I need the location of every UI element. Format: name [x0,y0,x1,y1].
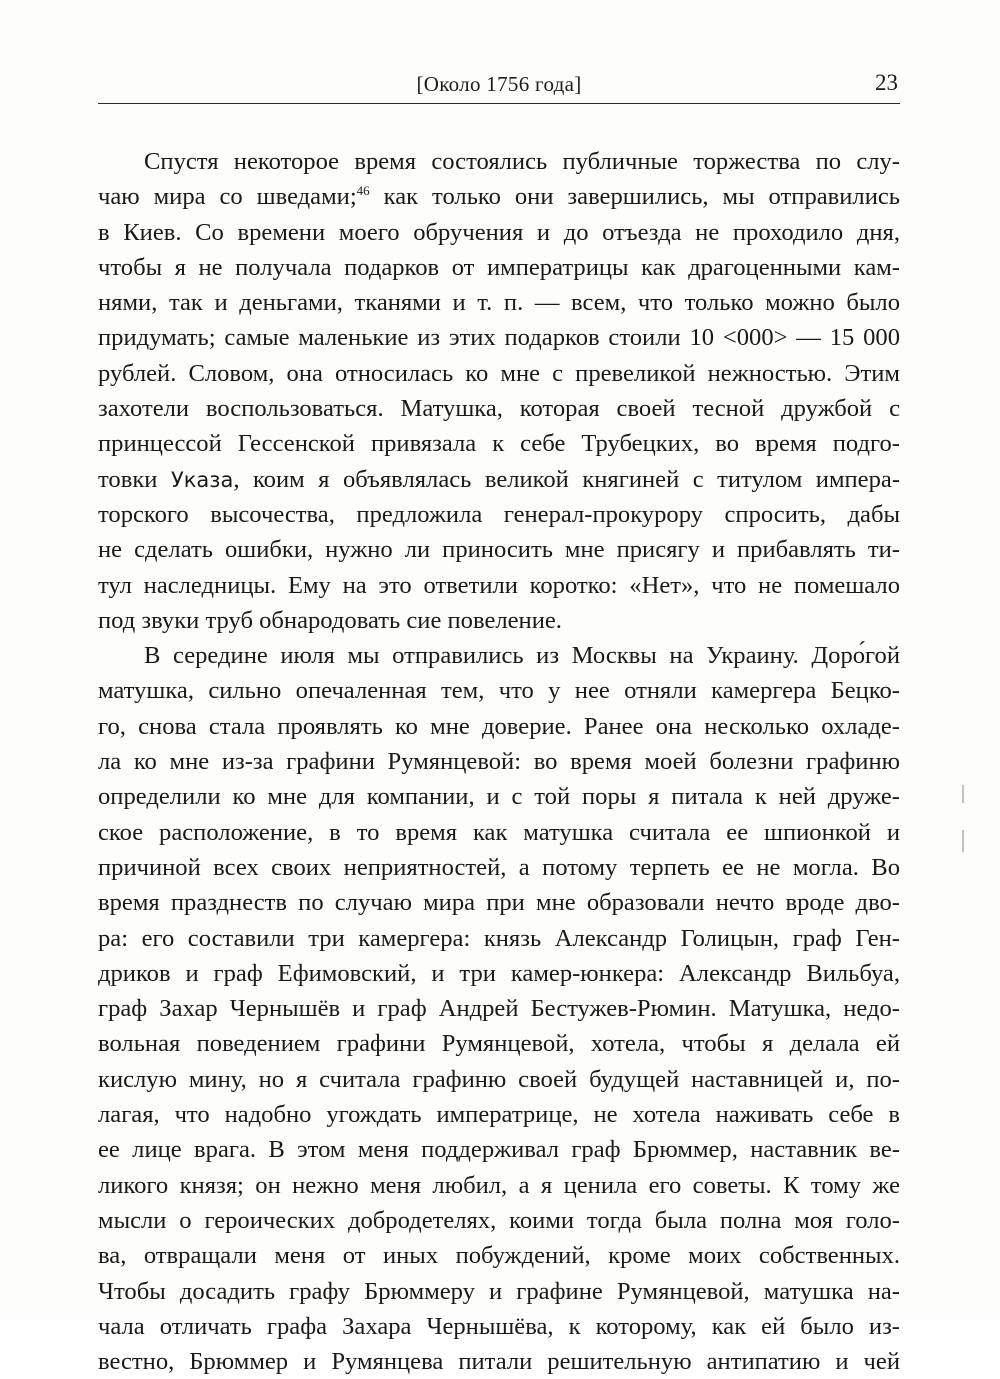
text-line: матушка, сильно опечаленная тем, что у нее отняли камергера Бецко- [98,677,900,705]
text-line: В середине июля мы отправились из Москвы на Украину. Доро́гой [144,642,900,670]
text-line: причиной всех своих неприятностей, а потому терпеть ее не могла. Во [98,853,900,881]
text-line: захотели воспользоваться. Матушка, которая своей тесной дружбой с [98,395,900,423]
text-line: в Киев. Со времени моего обручения и до отъезда не проходило дня, [98,218,900,246]
text-line: граф Захар Чернышёв и граф Андрей Бестужев-Рюмин. Матушка, недо- [98,995,900,1023]
text-line: вестно, Брюммер и Румянцева питали решительную антипатию и чей [98,1348,900,1376]
text-line: мысли о героических добродетелях, коими тогда была полна моя голо- [98,1206,900,1234]
text-line: чтобы я не получала подарков от императрицы как драгоценными кам- [98,253,900,281]
page-number: 23 [875,70,898,95]
scan-edge-mark [962,785,964,803]
text-line: Спустя некоторое время состоялись публичные торжества по слу- [144,148,900,175]
text-line: лагая, что надобно угождать императрице, не хотела наживать себе в [98,1101,900,1129]
text-line: кислую мину, но я считала графиню своей будущей наставницей и, по- [98,1065,900,1093]
text-line: чаю мира со шведами;$^{46}$ как только они завершились, мы отправились [98,183,900,211]
text-line: товки Указа, коим я объявлялась великой княгиней с титулом импера- [98,465,901,493]
text-line: ра: его составили три камергера: князь Александр Голицын, граф Ген- [98,924,900,952]
body-text [98,144,900,1379]
scan-edge-mark [962,830,964,852]
text-line: ское расположение, в то время как матушка считала ее шпионкой и [98,818,900,846]
running-title: [Около 1756 года] [416,72,582,96]
text-line: определили ко мне для компании, и с той поры я питала к ней друже- [98,783,900,811]
text-line: принцессой Гессенской привязала к себе Трубецких, во время подго- [98,430,900,458]
text-line: го, снова стала проявлять ко мне доверие. Ранее она несколько охладе- [98,712,900,740]
footnote-reference[interactable]: 46 [356,183,370,199]
text-line: нями, так и деньгами, тканями и т. п. — всем, что только можно было [98,289,900,317]
text-line: не сделать ошибки, нужно ли приносить мне присягу и прибавлять ти- [98,536,900,564]
running-head [98,70,900,100]
text-line: чала отличать графа Захара Чернышёва, к которому, как ей было из- [98,1312,900,1340]
text-line: ва, отвращали меня от иных побуждений, кроме моих собственных. [98,1242,900,1270]
text-line: ла ко мне из-за графини Румянцевой: во время моей болезни графиню [98,748,900,776]
text-line: дриков и граф Ефимовский, и три камер-юнкера: Александр Вильбуа, [98,959,900,987]
text-line: время празднеств по случаю мира при мне образовали нечто вроде дво- [98,889,900,917]
text-line: ликого князя; он нежно меня любил, а я ценила его советы. К тому же [98,1171,900,1199]
text-line: ее лице врага. В этом меня поддерживал граф Брюммер, наставник ве- [98,1136,900,1164]
header-rule [98,103,900,104]
text-line: придумать; самые маленькие из этих подарков стоили 10 <000> — 15 000 [98,324,900,352]
text-line: под звуки труб обнародовать сие повеление. [98,606,562,634]
old-script-word: Указа [170,467,234,492]
text-line: вольная поведением графини Румянцевой, хотела, чтобы я делала ей [98,1030,900,1058]
text-line: торского высочества, предложила генерал-прокурору спросить, дабы [98,500,900,528]
text-line: рублей. Словом, она относилась ко мне с превеликой нежностью. Этим [98,359,900,387]
text-line: Чтобы досадить графу Брюммеру и графине Румянцевой, матушка на- [98,1277,900,1305]
text-line: тул наследницы. Ему на это ответили коротко: «Нет», что не помешало [98,571,900,599]
